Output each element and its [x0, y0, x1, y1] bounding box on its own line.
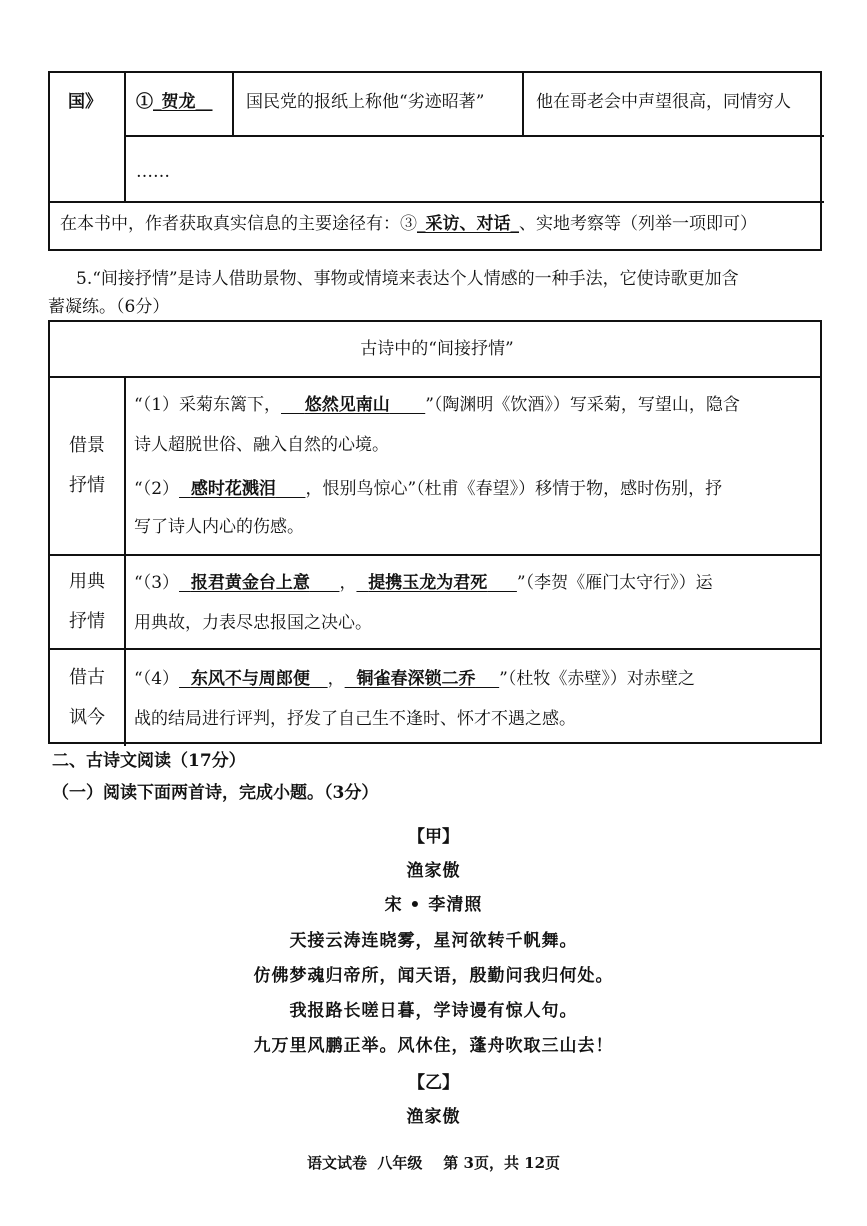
answer-4a: 东风不与周郎便: [190, 669, 310, 689]
col-divider: [232, 73, 234, 135]
section-2-subheading: （一）阅读下面两首诗，完成小题。（3分）: [52, 783, 379, 803]
row-divider: [124, 135, 824, 137]
question-5-line-1: 5.“间接抒情”是诗人借助景物、事物或情境来表达个人情感的一种手法，它使诗歌更加含: [76, 269, 739, 289]
character-trait-cell: 他在哥老会中声望很高，同情穷人: [536, 92, 791, 112]
ellipsis-row: ……: [136, 162, 170, 182]
label-history: 借古 讽今: [69, 667, 105, 728]
label-allusion: 用典 抒情: [69, 571, 105, 632]
poem-a-line: 我报路长嗟日暮，学诗谩有惊人句。: [289, 1001, 578, 1021]
label-scenery: 借景 抒情: [69, 435, 105, 496]
item-1-line-1: “（1）采菊东篱下， 悠然见南山 ”（陶渊明《饮酒》）写采菊，写望山，隐含: [134, 395, 740, 415]
poem-b-label: 【乙】: [408, 1073, 459, 1093]
table-title: 古诗中的“间接抒情”: [360, 339, 514, 359]
page-footer: 语文试卷 八年级 第 3页，共 12页: [306, 1154, 561, 1172]
poem-a-author: 宋 • 李清照: [384, 895, 483, 915]
poem-a-line: 天接云涛连晓雾，星河欲转千帆舞。: [289, 931, 578, 951]
answer-sources: _采访、对话_: [417, 214, 519, 234]
item-number: ①: [136, 92, 153, 112]
item-4-line-1: “（4） 东风不与周郎便 ， 铜雀春深锁二乔 ”（杜牧《赤壁》）对赤壁之: [134, 669, 695, 689]
row-divider: [50, 376, 820, 378]
answer-3b: 提携玉龙为君死: [368, 573, 488, 593]
item-4-line-2: 战的结局进行评判，抒发了自己生不逢时、怀才不遇之感。: [134, 709, 576, 729]
row-divider: [50, 554, 820, 556]
poem-a-title: 渔家傲: [406, 861, 461, 881]
answer-4b: 铜雀春深锁二乔: [356, 669, 476, 689]
info-table: [48, 71, 822, 251]
item-1-line-2: 诗人超脱世俗、融入自然的心境。: [134, 435, 389, 455]
item-2-line-2: 写了诗人内心的伤感。: [134, 517, 304, 537]
col-divider: [124, 73, 126, 201]
col-divider: [522, 73, 524, 135]
answer-2: 感时花溅泪: [190, 479, 276, 499]
item-3-line-2: 用典故，力表尽忠报国之决心。: [134, 613, 372, 633]
item-3-line-1: “（3） 报君黄金台上意 ， 提携玉龙为君死 ”（李贺《雁门太守行》）运: [134, 573, 713, 593]
item-2-line-1: “（2） 感时花溅泪 ，恨别鸟惊心”（杜甫《春望》）移情于物，感时伤别，抒: [134, 479, 723, 499]
answer-3a: 报君黄金台上意: [190, 573, 310, 593]
book-title-fragment: 国》: [68, 92, 102, 112]
col-divider: [124, 376, 126, 746]
poem-a-label: 【甲】: [408, 827, 459, 847]
answer-1: 悠然见南山: [304, 395, 390, 415]
poem-b-title: 渔家傲: [406, 1107, 461, 1127]
character-desc-cell: 国民党的报纸上称他“劣迹昭著”: [246, 92, 485, 112]
character-name-cell: [136, 91, 213, 113]
row-divider: [50, 648, 820, 650]
question-5-line-2: 蓄凝练。（6分）: [48, 297, 170, 317]
poetry-table: [48, 320, 822, 744]
info-source-row: 在本书中，作者获取真实信息的主要途径有：③_采访、对话_、实地考察等（列举一项即可）: [60, 214, 757, 234]
poem-a-line: 九万里风鹏正举。风休住，蓬舟吹取三山去！: [253, 1036, 614, 1056]
section-2-heading: 二、古诗文阅读（17分）: [52, 751, 246, 771]
answer-name: _贺龙__: [153, 92, 213, 112]
row-divider: [50, 201, 824, 203]
poem-a-line: 仿佛梦魂归帝所，闻天语，殷勤问我归何处。: [253, 966, 614, 986]
